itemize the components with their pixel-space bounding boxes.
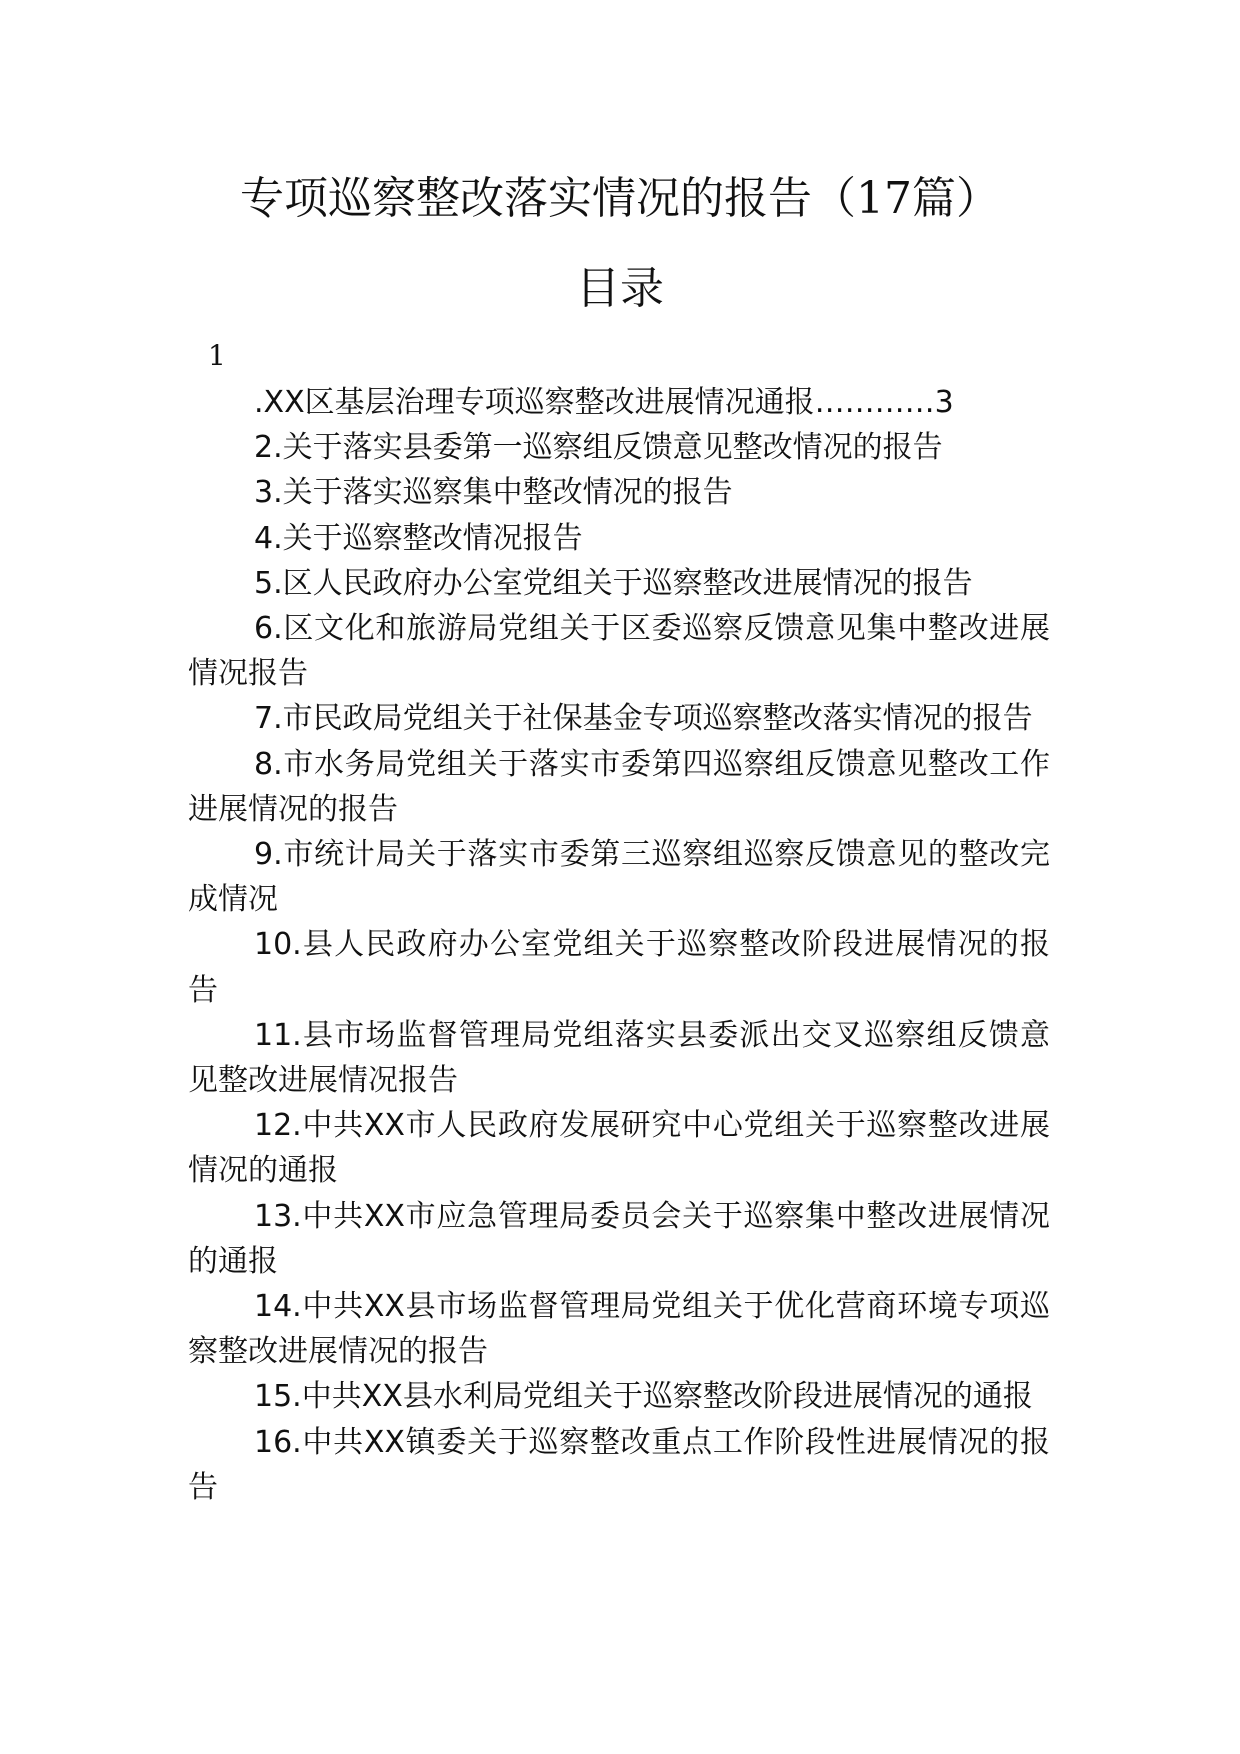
toc-entry: 13.中共XX市应急管理局委员会关于巡察集中整改进展情况的通报 [188, 1198, 1050, 1279]
document-title [0, 168, 1240, 230]
title-count: 17 [856, 173, 912, 224]
table-of-contents [188, 380, 1050, 1510]
toc-entry: 3.关于落实巡察集中整改情况的报告 [254, 475, 733, 511]
page-number: 1 [208, 339, 226, 372]
toc-heading: 目录 [576, 263, 664, 314]
toc-entry: 4.关于巡察整改情况报告 [254, 520, 583, 556]
toc-entry: 15.中共XX县水利局党组关于巡察整改阶段进展情况的通报 [254, 1379, 1033, 1415]
toc-entry: 12.中共XX市人民政府发展研究中心党组关于巡察整改进展情况的通报 [188, 1108, 1050, 1189]
toc-entry: 10.县人民政府办公室党组关于巡察整改阶段进展情况的报告 [188, 927, 1050, 1008]
toc-entry: 16.中共XX镇委关于巡察整改重点工作阶段性进展情况的报告 [188, 1424, 1050, 1505]
toc-entry: 14.中共XX县市场监督管理局党组关于优化营商环境专项巡察整改进展情况的报告 [188, 1289, 1050, 1370]
title-end: 篇） [912, 173, 1000, 224]
toc-entry: 6.区文化和旅游局党组关于区委巡察反馈意见集中整改进展情况报告 [188, 611, 1050, 692]
toc-entry: 11.县市场监督管理局党组落实县委派出交叉巡察组反馈意见整改进展情况报告 [188, 1017, 1050, 1099]
toc-entry: .XX区基层治理专项巡察整改进展情况通报…………3 [254, 385, 954, 420]
toc-entry: 2.关于落实县委第一巡察组反馈意见整改情况的报告 [254, 430, 943, 466]
toc-entry: 7.市民政局党组关于社保基金专项巡察整改落实情况的报告 [254, 701, 1033, 737]
toc-entry: 5.区人民政府办公室党组关于巡察整改进展情况的报告 [254, 565, 973, 601]
title-main: 专项巡察整改落实情况的报告（ [240, 173, 856, 224]
toc-entry: 8.市水务局党组关于落实市委第四巡察组反馈意见整改工作进展情况的报告 [188, 746, 1050, 827]
toc-entry: 9.市统计局关于落实市委第三巡察组巡察反馈意见的整改完成情况 [188, 837, 1050, 918]
